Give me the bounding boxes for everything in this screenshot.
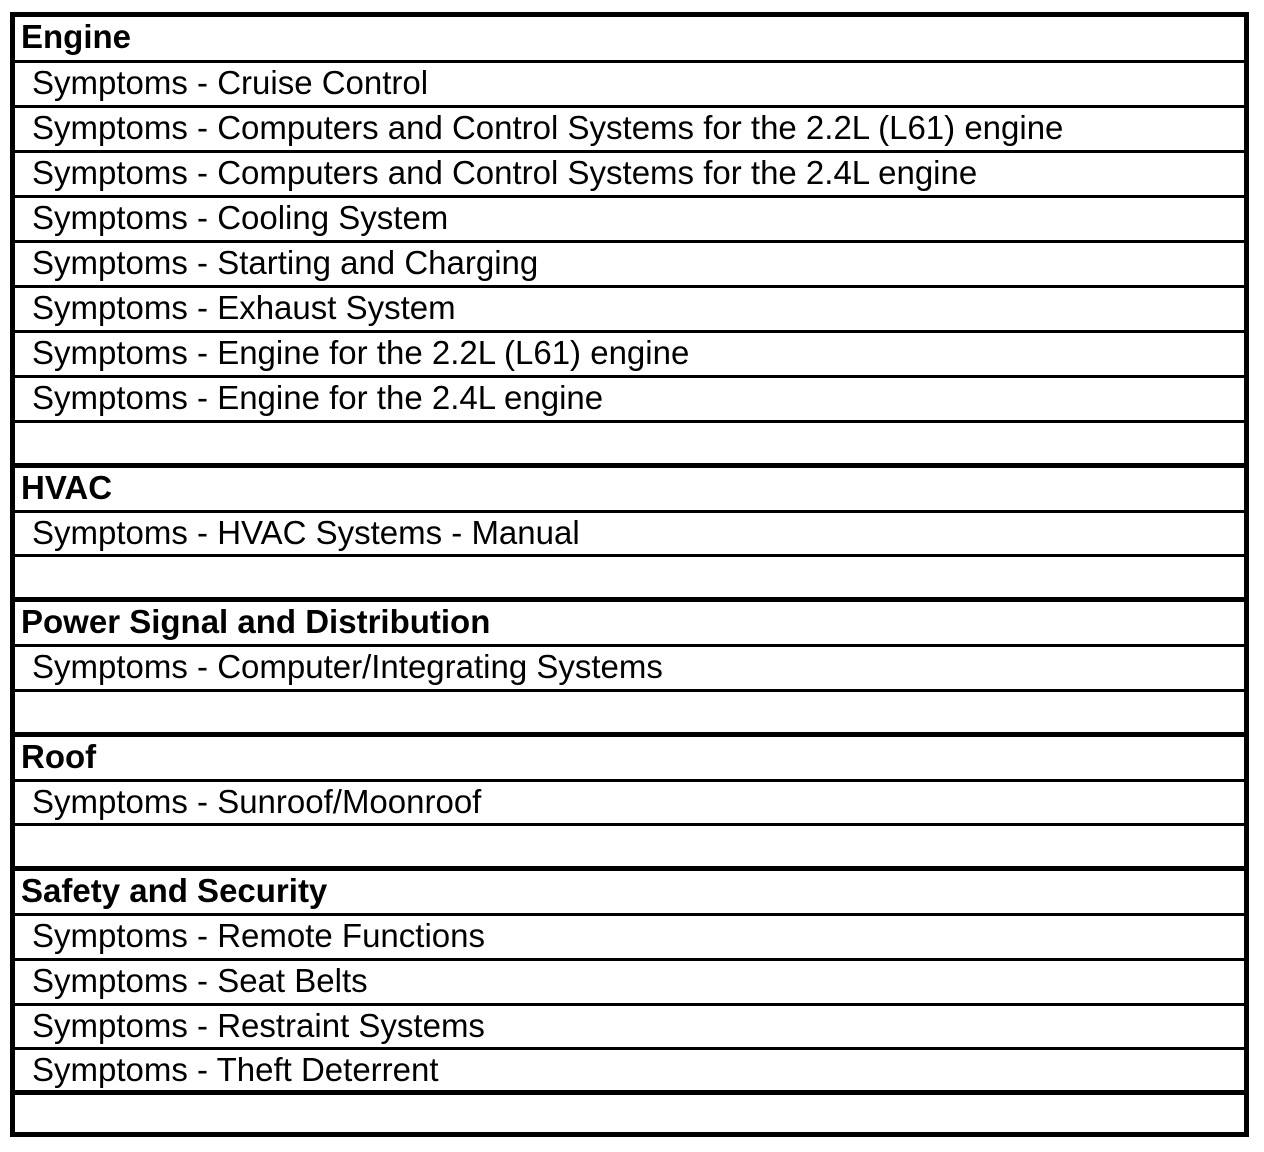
list-item[interactable] [15,243,1244,288]
spacer-row [15,692,1244,737]
list-item[interactable] [15,1050,1244,1095]
list-item[interactable] [15,647,1244,692]
item-label[interactable]: Symptoms - Seat Belts [32,962,368,999]
list-item[interactable] [15,1006,1244,1050]
list-item[interactable] [15,198,1244,243]
item-label[interactable]: Symptoms - Engine for the 2.4L engine [32,379,604,416]
section-title: Power Signal and Distribution [21,603,491,640]
spacer-row [15,826,1244,871]
item-label[interactable]: Symptoms - Cruise Control [32,64,429,101]
item-label[interactable]: Symptoms - Restraint Systems [32,1007,485,1044]
section-header-power-signal-and-distribution [15,602,1244,647]
list-item[interactable] [15,782,1244,826]
list-item[interactable] [15,916,1244,961]
list-item[interactable] [15,333,1244,378]
section-header-hvac [15,468,1244,513]
item-label[interactable]: Symptoms - Starting and Charging [32,244,539,281]
item-label[interactable]: Symptoms - Computers and Control Systems for the 2.4L engine [32,154,978,191]
item-label[interactable]: Symptoms - Computer/Integrating Systems [32,648,663,685]
list-item[interactable] [15,108,1244,153]
spacer-row [15,423,1244,468]
item-label[interactable]: Symptoms - Theft Deterrent [32,1051,439,1088]
section-header-safety-and-security [15,871,1244,916]
spacer-row [15,557,1244,602]
spacer-row [15,1095,1244,1132]
item-label[interactable]: Symptoms - Cooling System [32,199,449,236]
list-item[interactable] [15,961,1244,1006]
section-title: Safety and Security [21,872,328,909]
list-item[interactable] [15,288,1244,333]
section-header-roof [15,737,1244,782]
section-title: Roof [21,738,97,775]
item-label[interactable]: Symptoms - HVAC Systems - Manual [32,514,580,551]
item-label[interactable]: Symptoms - Computers and Control Systems for the 2.2L (L61) engine [32,109,1064,146]
item-label[interactable]: Symptoms - Sunroof/Moonroof [32,783,482,820]
list-item[interactable] [15,378,1244,423]
list-item[interactable] [15,63,1244,108]
list-item[interactable] [15,153,1244,198]
item-label[interactable]: Symptoms - Remote Functions [32,917,485,954]
list-item[interactable] [15,513,1244,557]
item-label[interactable]: Symptoms - Exhaust System [32,289,456,326]
section-title: HVAC [21,469,113,506]
item-label[interactable]: Symptoms - Engine for the 2.2L (L61) engine [32,334,690,371]
symptoms-index-table [10,12,1249,1137]
section-title: Engine [21,18,132,55]
section-header-engine [15,17,1244,63]
